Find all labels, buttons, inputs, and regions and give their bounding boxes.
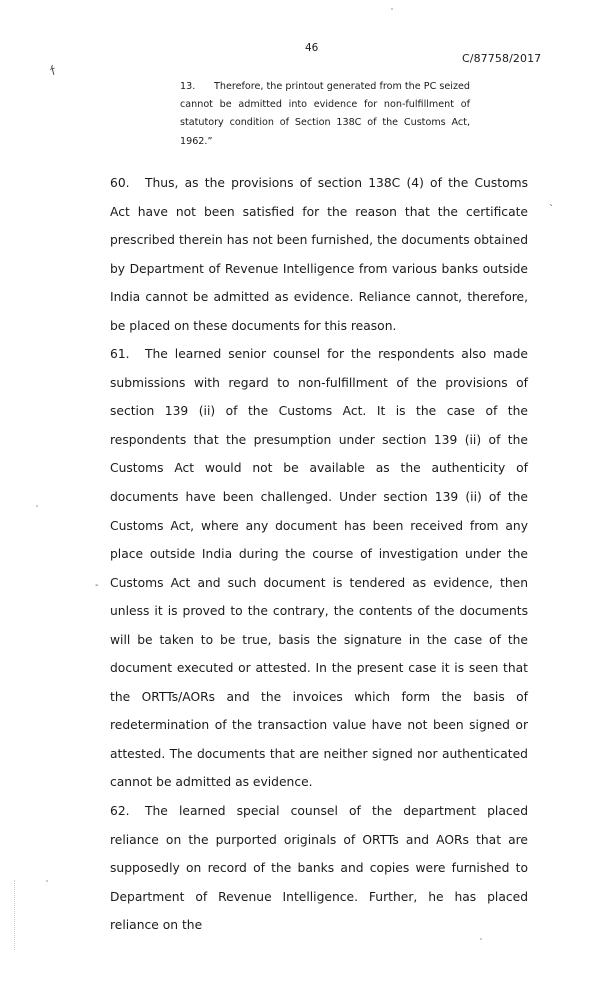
scan-artifact: ` [549,204,554,215]
margin-handwritten-mark: †́ [48,63,58,78]
quoted-excerpt [180,78,470,151]
scan-artifact: - [95,580,99,591]
scan-speck [46,880,48,882]
quote-text: Therefore, the printout generated from the PC seized cannot be admitted into evidence for non-fulfillment of statutory condition of Section 138C of the Customs Act, 1962.” [180,81,470,147]
document-body [110,169,528,940]
quote-number: 13. [180,81,196,92]
paragraph-60 [110,169,528,340]
paragraph-text: The learned senior counsel for the respondents also made submissions with regard to non-fulfillment of the provisions of section 139 (ii) of the Customs Act. It is the case of the respondents that the presumption under section 139 (ii) of the Customs Act would not be available as the authenticity of documents have been challenged. Under section 139 (ii) of the Customs Act, where any document has been received from any place outside India during the course of investigation under the Customs Act and such document is tendered as evidence, then unless it is proved to the contrary, the contents of the documents will be taken to be true, basis the signature in the case of the document executed or attested. In the present case it is seen that the ORTTs/AORs and the invoices which form the basis of redetermination of the transaction value have not been signed or attested. The documents that are neither signed nor authenticated cannot be admitted as evidence. [110,347,528,790]
paragraph-text: Thus, as the provisions of section 138C (4) of the Customs Act have not been satisfied for the reason that the certificate prescribed therein has not been furnished, the documents obtained by Department of Revenue Intelligence from various banks outside India cannot be admitted as evidence. Reliance cannot, therefore, be placed on these documents for this reason. [110,176,528,333]
paragraph-number: 60. [110,176,130,190]
paragraph-61 [110,340,528,797]
paragraph-number: 61. [110,347,130,362]
paragraph-text: The learned special counsel of the department placed reliance on the purported originals of ORTTs and AORs that are supposedly on record of the banks and copies were furnished to Department of Revenue Intelligence. Further, he has placed reliance on the [110,804,528,933]
scan-edge [14,880,16,950]
scan-speck [36,505,38,507]
scan-speck [391,8,393,10]
case-number: C/87758/2017 [462,52,542,65]
page-number: 46 [305,42,319,54]
paragraph-number: 62. [110,804,130,819]
scan-speck [480,938,482,940]
paragraph-62 [110,797,528,940]
